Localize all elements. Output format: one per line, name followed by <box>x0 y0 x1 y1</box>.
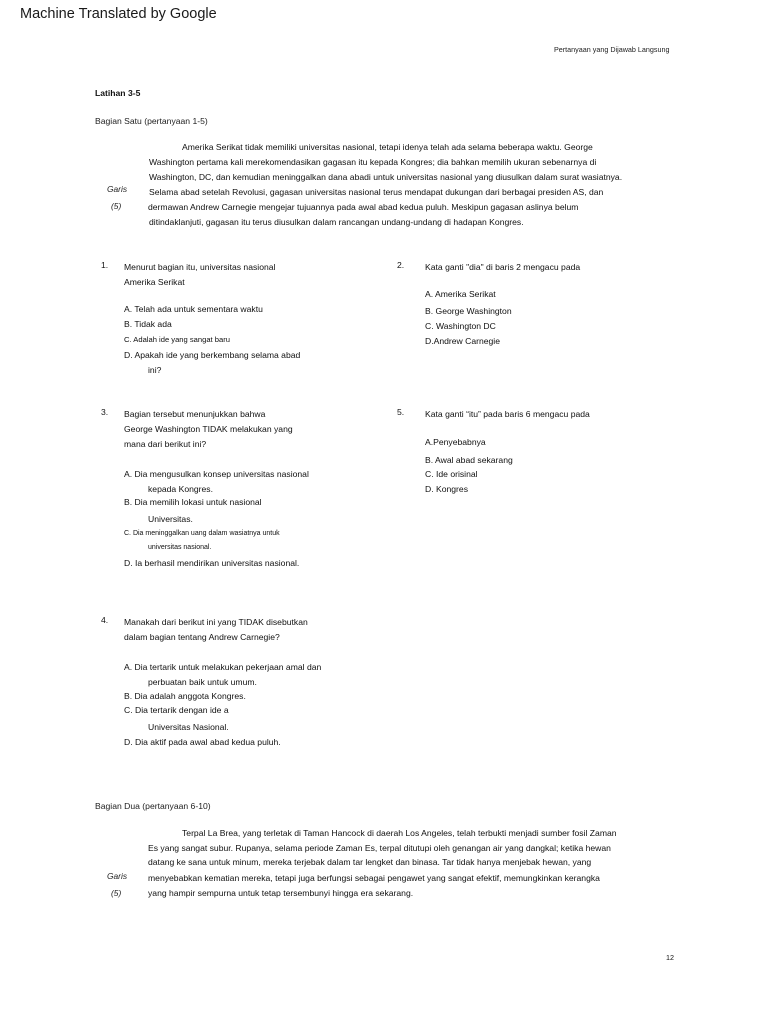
answer-option[interactable]: D. Apakah ide yang berkembang selama abad <box>124 350 301 360</box>
page-number: 12 <box>666 953 674 962</box>
question-number: 5. <box>397 407 405 417</box>
answer-option[interactable]: A. Dia mengusulkan konsep universitas nasional <box>124 469 309 479</box>
answer-option[interactable]: B. George Washington <box>425 306 512 316</box>
question-number: 2. <box>397 260 405 270</box>
answer-option-continuation: Universitas. <box>148 514 193 524</box>
question-text: George Washington TIDAK melakukan yang <box>124 424 293 434</box>
passage-line: menyebabkan kematian mereka, tetapi juga berfungsi sebagai pengawet yang sangat efektif, memungkinkan kerangka <box>148 873 600 883</box>
question-text: Amerika Serikat <box>124 277 185 287</box>
answer-option[interactable]: B. Dia adalah anggota Kongres. <box>124 691 246 701</box>
answer-option[interactable]: A.Penyebabnya <box>425 437 486 447</box>
question-number: 1. <box>101 260 109 270</box>
exercise-title: Latihan 3-5 <box>95 88 141 98</box>
machine-translated-banner: Machine Translated by Google <box>20 6 217 22</box>
part-two-heading: Bagian Dua (pertanyaan 6-10) <box>95 801 211 811</box>
question-text: Manakah dari berikut ini yang TIDAK disebutkan <box>124 617 308 627</box>
answer-option-continuation: universitas nasional. <box>148 544 212 551</box>
passage-line: Washington pertama kali merekomendasikan gagasan itu kepada Kongres; dia bahkan memilih ukuran sebenarnya di <box>149 157 597 167</box>
answer-option[interactable]: C. Dia meninggalkan uang dalam wasiatnya untuk <box>124 530 280 537</box>
page-header: Pertanyaan yang Dijawab Langsung <box>554 45 670 54</box>
passage-line: Terpal La Brea, yang terletak di Taman Hancock di daerah Los Angeles, telah terbukti menjadi sumber fosil Zaman <box>182 828 617 838</box>
line-number: (5) <box>111 201 122 211</box>
answer-option[interactable]: D. Kongres <box>425 484 468 494</box>
answer-option[interactable]: D. Ia berhasil mendirikan universitas nasional. <box>124 558 300 568</box>
answer-option[interactable]: B. Tidak ada <box>124 319 172 329</box>
answer-option[interactable]: B. Awal abad sekarang <box>425 455 513 465</box>
question-text: dalam bagian tentang Andrew Carnegie? <box>124 632 280 642</box>
question-text: mana dari berikut ini? <box>124 439 207 449</box>
line-number: (5) <box>111 888 122 898</box>
passage-line: dermawan Andrew Carnegie mengejar tujuannya pada awal abad kedua puluh. Meskipun gagasan aslinya belum <box>148 202 579 212</box>
question-text: Menurut bagian itu, universitas nasional <box>124 262 276 272</box>
passage-line: datang ke sana untuk minum, mereka terjebak dalam tar lengket dan binasa. Tar tidak hanya menjebak hewan, yang <box>148 857 592 867</box>
passage-line: Washington, DC, dan kemudian meninggalkan dana abadi untuk universitas nasional yang diusulkan dalam surat wasiatnya. <box>149 172 623 182</box>
answer-option-continuation: kepada Kongres. <box>148 484 213 494</box>
passage-line: Es yang sangat subur. Rupanya, selama periode Zaman Es, terpal ditutupi oleh genangan air yang dangkal; ketika hewan <box>148 843 611 853</box>
question-text: Bagian tersebut menunjukkan bahwa <box>124 409 266 419</box>
answer-option[interactable]: C. Adalah ide yang sangat baru <box>124 335 230 344</box>
answer-option[interactable]: B. Dia memilih lokasi untuk nasional <box>124 497 262 507</box>
passage-line: ditindaklanjuti, gagasan itu terus diusulkan dalam rancangan undang-undang di hadapan Kongres. <box>149 217 524 227</box>
answer-option[interactable]: C. Washington DC <box>425 321 496 331</box>
answer-option[interactable]: A. Amerika Serikat <box>425 289 496 299</box>
passage-line: yang hampir sempurna untuk tetap tersembunyi hingga era sekarang. <box>148 888 414 898</box>
question-number: 3. <box>101 407 109 417</box>
answer-option[interactable]: D.Andrew Carnegie <box>425 336 500 346</box>
line-label: Garis <box>107 871 128 881</box>
answer-option[interactable]: A. Dia tertarik untuk melakukan pekerjaan amal dan <box>124 662 322 672</box>
question-text: Kata ganti "dia" di baris 2 mengacu pada <box>425 262 581 272</box>
answer-option-continuation: perbuatan baik untuk umum. <box>148 677 257 687</box>
question-number: 4. <box>101 615 109 625</box>
passage-line: Amerika Serikat tidak memiliki universitas nasional, tetapi idenya telah ada selama beberapa waktu. George <box>182 142 593 152</box>
answer-option[interactable]: C. Ide orisinal <box>425 469 478 479</box>
answer-option[interactable]: D. Dia aktif pada awal abad kedua puluh. <box>124 737 281 747</box>
part-one-heading: Bagian Satu (pertanyaan 1-5) <box>95 116 208 126</box>
answer-option[interactable]: A. Telah ada untuk sementara waktu <box>124 304 263 314</box>
passage-line: Selama abad setelah Revolusi, gagasan universitas nasional terus mendapat dukungan dari berbagai presiden AS, dan <box>149 187 604 197</box>
question-text: Kata ganti “itu” pada baris 6 mengacu pada <box>425 409 590 419</box>
answer-option[interactable]: C. Dia tertarik dengan ide a <box>124 705 229 715</box>
answer-option-continuation: ini? <box>148 365 162 375</box>
answer-option-continuation: Universitas Nasional. <box>148 722 229 732</box>
line-label: Garis <box>107 184 128 194</box>
